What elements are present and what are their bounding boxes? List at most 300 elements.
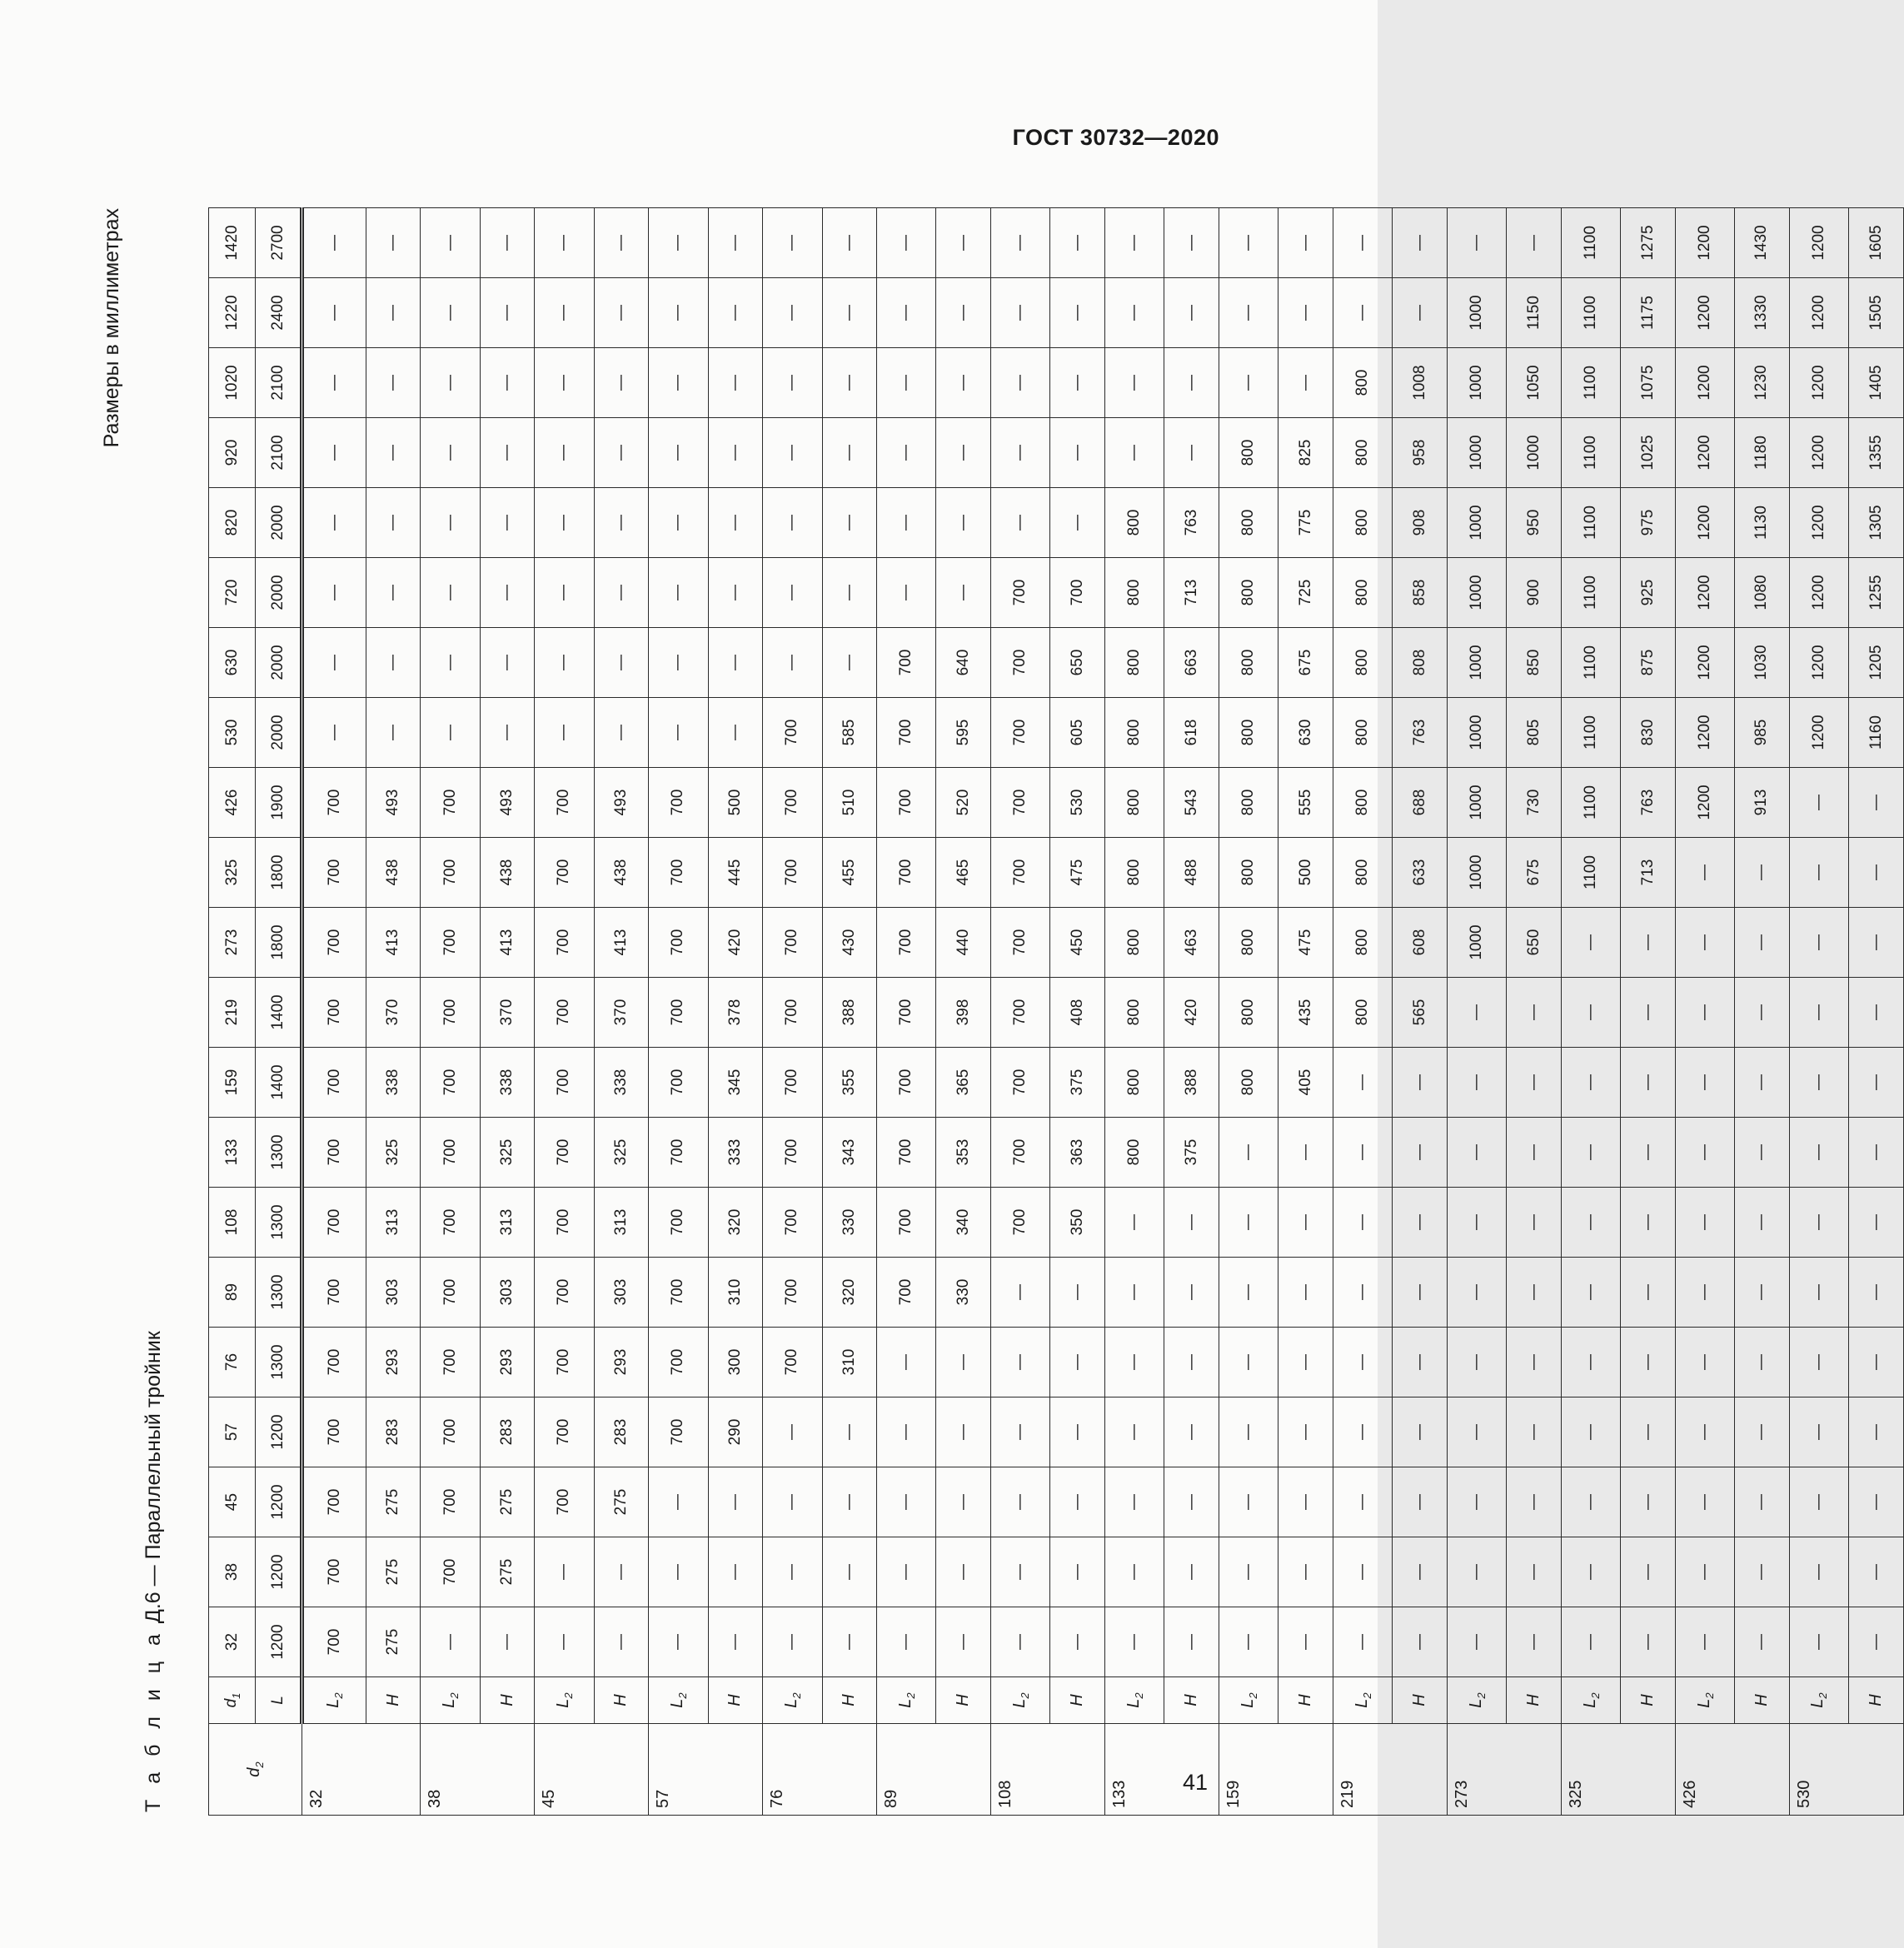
table-cell: — [649, 278, 708, 348]
table-cell: — [1675, 1258, 1734, 1328]
d2-value: 273 [1448, 1724, 1562, 1816]
table-cell: — [1164, 208, 1219, 278]
table-cell: — [1735, 1397, 1790, 1467]
table-cell: — [763, 1397, 822, 1467]
table-cell: 1200 [1789, 698, 1848, 768]
table-cell: — [1448, 1467, 1507, 1537]
table-cell: — [1507, 1258, 1562, 1328]
table-cell: — [877, 418, 936, 488]
table-cell: 700 [649, 1188, 708, 1258]
table-cell: 700 [991, 1188, 1050, 1258]
table-cell: — [1278, 208, 1333, 278]
table-cell: — [1448, 1188, 1507, 1258]
L-value: 1300 [256, 1328, 302, 1397]
table-cell: 700 [649, 768, 708, 838]
table-cell: — [763, 1467, 822, 1537]
table-cell: 290 [708, 1397, 763, 1467]
d1-value: 920 [209, 418, 256, 488]
table-cell: 700 [991, 698, 1050, 768]
table-cell: 700 [877, 838, 936, 908]
table-cell: 700 [991, 908, 1050, 978]
table-cell: 700 [649, 1258, 708, 1328]
table-cell: — [535, 1607, 594, 1677]
table-cell: — [1849, 978, 1904, 1048]
table-cell: — [991, 1467, 1050, 1537]
table-cell: 763 [1621, 768, 1676, 838]
table-cell: — [1789, 1467, 1848, 1537]
table-cell: — [1393, 1188, 1448, 1258]
table-cell: 1000 [1448, 838, 1507, 908]
L-value: 1900 [256, 768, 302, 838]
d2-value: 38 [421, 1724, 535, 1816]
table-cell: 700 [763, 1188, 822, 1258]
table-cell: — [1219, 1397, 1278, 1467]
table-cell: — [302, 278, 366, 348]
table-row [649, 208, 708, 1816]
table-cell: 700 [877, 768, 936, 838]
table-cell: 1100 [1561, 418, 1620, 488]
table-cell: — [1849, 1397, 1904, 1467]
table-cell: 700 [991, 558, 1050, 628]
table-cell: 1030 [1735, 628, 1790, 698]
table-cell: — [1448, 1328, 1507, 1397]
L-value: 2700 [256, 208, 302, 278]
table-cell: 663 [1164, 628, 1219, 698]
table-cell: 713 [1164, 558, 1219, 628]
table-cell: — [708, 208, 763, 278]
table-cell: — [1278, 1607, 1333, 1677]
d2-value: 57 [649, 1724, 763, 1816]
table-cell: 1100 [1561, 768, 1620, 838]
table-cell: 430 [822, 908, 877, 978]
table-cell: 700 [649, 1397, 708, 1467]
table-cell: — [1333, 278, 1393, 348]
table-cell: — [535, 348, 594, 418]
table-cell: — [366, 558, 421, 628]
table-cell: 808 [1393, 628, 1448, 698]
table-cell: — [1333, 1467, 1393, 1537]
table-cell: — [421, 208, 480, 278]
table-cell: 1200 [1675, 628, 1734, 698]
table-cell: 1200 [1675, 768, 1734, 838]
table-cell: — [991, 1258, 1050, 1328]
table-cell: — [1789, 768, 1848, 838]
table-cell: 985 [1735, 698, 1790, 768]
table-cell: 800 [1219, 908, 1278, 978]
d2-value: 32 [302, 1724, 421, 1816]
table-cell: — [708, 558, 763, 628]
table-cell: 630 [1278, 698, 1333, 768]
table-cell: 275 [594, 1467, 649, 1537]
table-cell: 293 [594, 1328, 649, 1397]
table-cell: 1000 [1448, 908, 1507, 978]
table-cell: — [535, 1537, 594, 1607]
table-cell: — [1448, 978, 1507, 1048]
table-cell: 1150 [1507, 278, 1562, 348]
table-cell: 275 [366, 1537, 421, 1607]
table-cell: 800 [1219, 978, 1278, 1048]
table-cell: 700 [302, 1397, 366, 1467]
table-cell: — [649, 418, 708, 488]
table-cell: — [1050, 1397, 1105, 1467]
table-row [1507, 208, 1562, 1816]
table-cell: 800 [1219, 698, 1278, 768]
table-cell: — [708, 418, 763, 488]
table-cell: — [1050, 1258, 1105, 1328]
table-cell: 408 [1050, 978, 1105, 1048]
table-cell: 1100 [1561, 348, 1620, 418]
d2-value: 325 [1561, 1724, 1675, 1816]
table-cell: — [1105, 1258, 1164, 1328]
table-cell: — [936, 278, 991, 348]
row-label-H: H [936, 1677, 991, 1724]
table-cell: — [1735, 978, 1790, 1048]
table-cell: — [763, 628, 822, 698]
table-cell: — [1278, 1328, 1333, 1397]
table-cell: — [594, 278, 649, 348]
table-cell: 500 [1278, 838, 1333, 908]
table-cell: — [1164, 1258, 1219, 1328]
table-cell: — [936, 1467, 991, 1537]
table-cell: — [1735, 1328, 1790, 1397]
rotated-table-block [100, 208, 1904, 1816]
table-cell: 388 [822, 978, 877, 1048]
d1-value: 57 [209, 1397, 256, 1467]
table-cell: — [649, 1537, 708, 1607]
d1-value: 38 [209, 1537, 256, 1607]
table-cell: 700 [877, 1188, 936, 1258]
table-cell: 700 [302, 768, 366, 838]
caption-number: Д.6 [142, 1592, 165, 1624]
table-cell: 700 [877, 978, 936, 1048]
table-cell: — [480, 488, 535, 558]
table-cell: — [1448, 208, 1507, 278]
table-cell: — [1393, 1537, 1448, 1607]
table-cell: — [708, 1537, 763, 1607]
table-cell: — [877, 1537, 936, 1607]
table-cell: — [991, 418, 1050, 488]
table-cell: 420 [1164, 978, 1219, 1048]
table-cell: — [1621, 908, 1676, 978]
table-cell: — [1507, 1607, 1562, 1677]
table-cell: — [1561, 1188, 1620, 1258]
row-label-L2: $L_2$ [1448, 1677, 1507, 1724]
table-cell: — [822, 628, 877, 698]
table-cell: — [1448, 1537, 1507, 1607]
table-cell: — [649, 1607, 708, 1677]
table-cell: 800 [1219, 768, 1278, 838]
table-cell: — [1164, 278, 1219, 348]
d1-value: 1020 [209, 348, 256, 418]
row-label-L2: $L_2$ [763, 1677, 822, 1724]
table-cell: 700 [763, 908, 822, 978]
table-cell: — [1621, 1537, 1676, 1607]
table-cell: 700 [877, 698, 936, 768]
table-cell: 800 [1105, 698, 1164, 768]
table-cell: — [1849, 768, 1904, 838]
d2-value: 45 [535, 1724, 649, 1816]
table-cell: 1000 [1448, 488, 1507, 558]
L-value: 1200 [256, 1607, 302, 1677]
table-cell: — [1219, 1118, 1278, 1188]
table-cell: — [1105, 278, 1164, 348]
table-cell: 700 [535, 1118, 594, 1188]
table-cell: — [1219, 208, 1278, 278]
table-cell: — [822, 1537, 877, 1607]
table-cell: 1000 [1448, 278, 1507, 348]
table-cell: 825 [1278, 418, 1333, 488]
table-cell: 858 [1393, 558, 1448, 628]
table-cell: — [1278, 1537, 1333, 1607]
table-row [366, 208, 421, 1816]
table-cell: 440 [936, 908, 991, 978]
table-cell: 1200 [1675, 488, 1734, 558]
table-cell: — [1507, 978, 1562, 1048]
table-cell: — [1561, 1118, 1620, 1188]
table-cell: 850 [1507, 628, 1562, 698]
table-cell: — [1333, 1048, 1393, 1118]
table-cell: 1100 [1561, 488, 1620, 558]
table-cell: 830 [1621, 698, 1676, 768]
table-cell: 700 [877, 908, 936, 978]
table-cell: — [1164, 1188, 1219, 1258]
table-cell: — [302, 208, 366, 278]
table-row [1849, 208, 1904, 1816]
table-cell: 338 [594, 1048, 649, 1118]
table-cell: — [1278, 348, 1333, 418]
table-cell: — [822, 1397, 877, 1467]
table-cell: 303 [366, 1258, 421, 1328]
d1-value: 219 [209, 978, 256, 1048]
L-value: 2000 [256, 628, 302, 698]
page-number: 41 [1183, 1770, 1209, 1795]
table-cell: — [1561, 1467, 1620, 1537]
table-cell: — [421, 418, 480, 488]
table-cell: 275 [366, 1467, 421, 1537]
table-cell: 1430 [1735, 208, 1790, 278]
table-cell: — [1735, 838, 1790, 908]
table-cell: — [421, 488, 480, 558]
table-cell: — [1448, 1048, 1507, 1118]
table-cell: — [1448, 1607, 1507, 1677]
table-cell: — [822, 1467, 877, 1537]
table-cell: — [1675, 1118, 1734, 1188]
table-cell: 700 [877, 1258, 936, 1328]
table-cell: 700 [649, 1118, 708, 1188]
d1-value: 108 [209, 1188, 256, 1258]
table-row [822, 208, 877, 1816]
table-cell: — [1050, 1607, 1105, 1677]
table-cell: — [535, 418, 594, 488]
row-label-L2: $L_2$ [1789, 1677, 1848, 1724]
table-cell: — [1507, 1467, 1562, 1537]
table-cell: — [302, 348, 366, 418]
table-cell: — [1675, 1607, 1734, 1677]
table-cell: 700 [991, 628, 1050, 698]
table-cell: 370 [366, 978, 421, 1048]
table-cell: 775 [1278, 488, 1333, 558]
table-cell: — [822, 208, 877, 278]
d1-value: 32 [209, 1607, 256, 1677]
table-cell: 370 [480, 978, 535, 1048]
table-cell: 275 [366, 1607, 421, 1677]
table-cell: — [708, 628, 763, 698]
table-row [1448, 208, 1507, 1816]
table-cell: — [1050, 1467, 1105, 1537]
table-cell: 413 [594, 908, 649, 978]
table-cell: — [708, 488, 763, 558]
table-cell: — [1621, 1467, 1676, 1537]
table-cell: 375 [1050, 1048, 1105, 1118]
table-cell: 293 [480, 1328, 535, 1397]
row-label-H: H [594, 1677, 649, 1724]
table-cell: 800 [1105, 558, 1164, 628]
table-cell: — [1278, 278, 1333, 348]
d1-value: 720 [209, 558, 256, 628]
table-cell: — [877, 488, 936, 558]
table-cell: 640 [936, 628, 991, 698]
table-cell: — [822, 488, 877, 558]
table-cell: 913 [1735, 768, 1790, 838]
table-cell: — [1789, 1397, 1848, 1467]
table-cell: — [1219, 1607, 1278, 1677]
table-cell: — [1849, 1467, 1904, 1537]
table-cell: 595 [936, 698, 991, 768]
table-cell: 405 [1278, 1048, 1333, 1118]
table-cell: 800 [1333, 908, 1393, 978]
table-row [1164, 208, 1219, 1816]
table-cell: 950 [1507, 488, 1562, 558]
table-cell: — [649, 208, 708, 278]
L-value: 1300 [256, 1118, 302, 1188]
table-cell: 555 [1278, 768, 1333, 838]
table-cell: 325 [366, 1118, 421, 1188]
table-cell: — [421, 698, 480, 768]
table-cell: — [991, 208, 1050, 278]
table-cell: 700 [421, 1118, 480, 1188]
table-cell: 700 [649, 1048, 708, 1118]
table-cell: — [594, 418, 649, 488]
table-cell: — [1735, 1188, 1790, 1258]
row-label-L2: $L_2$ [1675, 1677, 1734, 1724]
row-label-H: H [1507, 1677, 1562, 1724]
table-cell: 700 [421, 1258, 480, 1328]
table-cell: 763 [1393, 698, 1448, 768]
table-cell: — [1278, 1118, 1333, 1188]
table-cell: 330 [822, 1188, 877, 1258]
table-cell: 700 [302, 1118, 366, 1188]
table-cell: 1200 [1675, 418, 1734, 488]
d1-value: 159 [209, 1048, 256, 1118]
table-cell: — [822, 558, 877, 628]
table-cell: — [1561, 1607, 1620, 1677]
table-cell: 413 [480, 908, 535, 978]
table-cell: 700 [1050, 558, 1105, 628]
table-cell: 700 [421, 1467, 480, 1537]
table-cell: — [302, 698, 366, 768]
header-row-L [256, 208, 302, 1816]
d1-value: 76 [209, 1328, 256, 1397]
table-cell: — [1507, 1118, 1562, 1188]
table-cell: — [1789, 1328, 1848, 1397]
d2-value: 133 [1105, 1724, 1219, 1816]
table-cell: — [1164, 1467, 1219, 1537]
table-cell: 800 [1219, 558, 1278, 628]
table-cell: 510 [822, 768, 877, 838]
table-cell: 330 [936, 1258, 991, 1328]
table-cell: 975 [1621, 488, 1676, 558]
table-cell: — [1789, 1048, 1848, 1118]
table-cell: — [594, 488, 649, 558]
table-row [594, 208, 649, 1816]
table-cell: — [1333, 1118, 1393, 1188]
table-cell: — [763, 278, 822, 348]
row-label-H: H [1735, 1677, 1790, 1724]
table-cell: 338 [366, 1048, 421, 1118]
table-row [1675, 208, 1734, 1816]
table-cell: 1180 [1735, 418, 1790, 488]
table-cell: — [1105, 1537, 1164, 1607]
table-cell: — [366, 278, 421, 348]
table-cell: 283 [366, 1397, 421, 1467]
table-cell: 700 [991, 978, 1050, 1048]
table-row [1789, 208, 1848, 1816]
table-row [708, 208, 763, 1816]
row-label-L2: $L_2$ [991, 1677, 1050, 1724]
table-cell: 1050 [1507, 348, 1562, 418]
table-cell: — [1735, 1258, 1790, 1328]
table-cell: — [594, 698, 649, 768]
table-cell: 633 [1393, 838, 1448, 908]
table-cell: 1255 [1849, 558, 1904, 628]
table-cell: — [1105, 1328, 1164, 1397]
table-cell: — [1278, 1188, 1333, 1258]
table-cell: — [1621, 1607, 1676, 1677]
table-cell: — [594, 208, 649, 278]
table-cell: — [763, 418, 822, 488]
table-cell: 800 [1333, 628, 1393, 698]
table-cell: 605 [1050, 698, 1105, 768]
table-cell: — [1561, 1328, 1620, 1397]
table-cell: — [877, 208, 936, 278]
table-cell: 340 [936, 1188, 991, 1258]
table-cell: 800 [1333, 558, 1393, 628]
table-cell: — [1050, 348, 1105, 418]
L-value: 2000 [256, 488, 302, 558]
table-cell: 700 [421, 1397, 480, 1467]
table-cell: — [936, 1607, 991, 1677]
table-cell: 375 [1164, 1118, 1219, 1188]
table-cell: 313 [366, 1188, 421, 1258]
table-cell: 805 [1507, 698, 1562, 768]
table-cell: 700 [763, 1048, 822, 1118]
table-cell: 700 [763, 838, 822, 908]
d1-header: $d_1$ [209, 1677, 256, 1724]
table-cell: 1200 [1675, 558, 1734, 628]
table-cell: 700 [535, 1188, 594, 1258]
table-cell: — [1219, 1537, 1278, 1607]
table-cell: — [1507, 1537, 1562, 1607]
table-cell: — [1164, 418, 1219, 488]
table-cell: 700 [535, 978, 594, 1048]
table-cell: — [1164, 348, 1219, 418]
table-row [1333, 208, 1393, 1816]
table-cell: 700 [421, 1328, 480, 1397]
row-label-L2: $L_2$ [877, 1677, 936, 1724]
header-row-d1 [209, 208, 256, 1816]
table-cell: — [535, 698, 594, 768]
table-cell: — [366, 348, 421, 418]
